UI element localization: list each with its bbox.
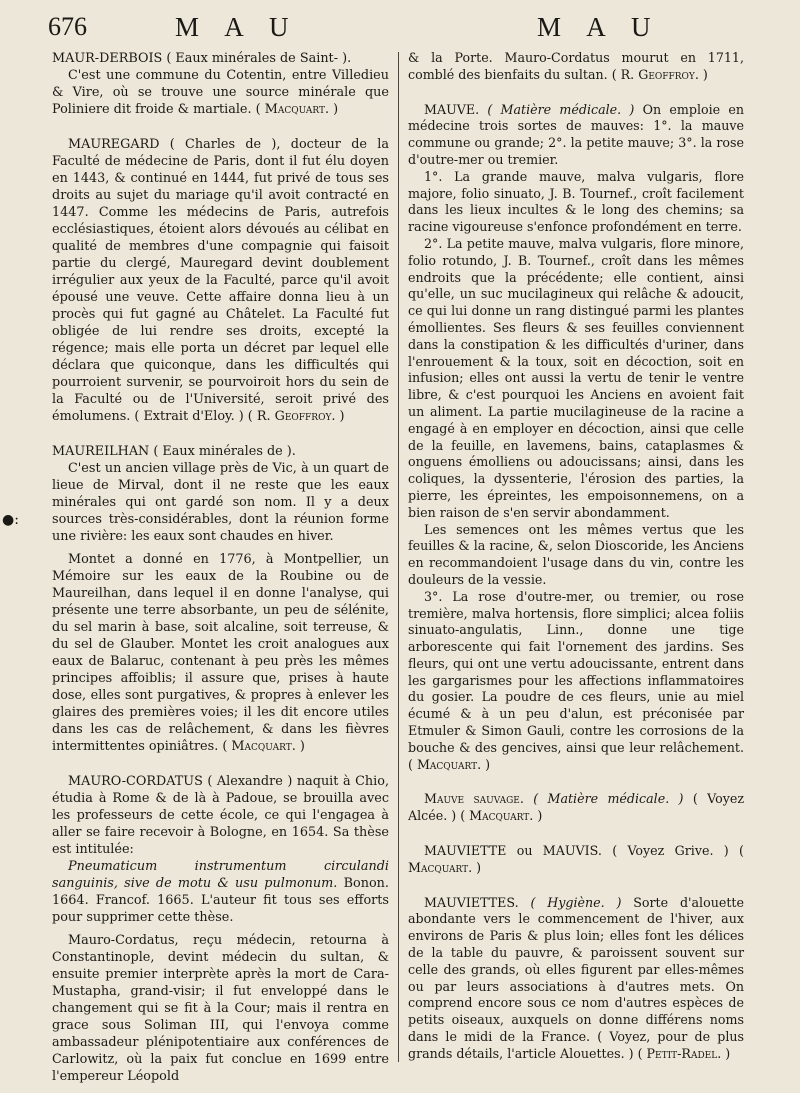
- entry-heading-note: ( Matière médicale. ): [533, 791, 684, 807]
- cross-reference: ( Voyez Grive. ): [612, 843, 729, 859]
- entry-text: Pneumaticum instrumentum circulandi sanguinis, sive de motu & usu pulmonum. Bonon. 1664. Francof. 1665. L'auteur fit tous ses efforts pour supprimer cette thèse.: [52, 859, 389, 925]
- margin-mark: ●:: [2, 512, 19, 528]
- entry-heading: MAUREILHAN ( Eaux minérales de ).: [52, 444, 296, 459]
- entry-mauregard: [52, 136, 389, 425]
- right-column: [408, 50, 744, 1063]
- entry-signature: ( Macquart. ): [408, 843, 744, 875]
- entry-text: C'est une commune du Cotentin, entre Villedieu & Vire, où se trouve une source minérale que Poliniere dit froide & martiale. ( Macquart. ): [52, 68, 389, 117]
- entry-text: C'est un ancien village près de Vic, à un quart de lieue de Mirval, dont il ne reste que les eaux minérales qui ont gardé son nom. Il y a deux sources très-considérables, dont la réunion forme une rivière: les eaux sont chaudes en hiver.: [52, 461, 389, 544]
- entry-heading: MAURO-CORDATUS ( Alexandre ): [68, 774, 293, 789]
- entry-text: MAUREGARD ( Charles de ), docteur de la Faculté de médecine de Paris, dont il fut élu doyen en 1443, & continué en 1444, fut privé de tous ses droits au sujet du mariage qu'il avoit contracté en 1447. Comme les médecins de Paris, autrefois ecclésiastiques, étoient alors dévoués au célibat en qualité de membres d'une compagnie qui faisoit partie du clergé, Mauregard devint doublement irrégulier aux yeux de la Faculté, parce qu'il avoit épousé une veuve. Cette affaire donna lieu à un procès qui fut gagné au Châtelet. La Faculté fut obligée de lui rendre ses droits, excepté la régence; mais elle porta un décret par lequel elle déclara que quiconque, dans les difficultés qui pourroient survenir, se pourvoiroit hors du sein de la Faculté ou de l'Université, seroit privé des émolumens. ( Extrait d'Eloy. ) ( R. Geoffroy. ): [52, 137, 389, 424]
- entry-text: Les semences ont les mêmes vertus que les feuilles & la racine, &, selon Dioscoride, les Anciens en recommandoient l'usage dans du vin, contre les douleurs de la vessie.: [408, 521, 744, 587]
- entry-maureilhan: [52, 443, 389, 755]
- entry-mauve: [408, 102, 744, 774]
- entry-text: MAUVE. ( Matière médicale. ) On emploie en médecine trois sortes de mauves: 1°. la mauve commune ou grande; 2°. la petite mauve; 3°. la rose d'outre-mer ou tremier.: [408, 101, 744, 167]
- entry-heading-note: ( Hygiène. ): [530, 894, 622, 910]
- entry-text: & la Porte. Mauro-Cordatus mourut en 1711, comblé des bienfaits du sultan. ( R. Geoffroy. ): [408, 50, 744, 82]
- entry-text: [52, 443, 389, 460]
- entry-mauviette: [408, 843, 744, 877]
- entry-mauviettes: [408, 895, 744, 1063]
- cross-reference: ( Voyez Alcée. ): [408, 791, 744, 824]
- entry-heading: MAUVIETTE ou MAUVIS.: [424, 843, 602, 859]
- entry-signature: ( Petit-Radel. ): [637, 1045, 731, 1061]
- entry-maur-derbois: [52, 50, 389, 118]
- entry-heading-note: ( Matière médicale. ): [487, 101, 635, 117]
- entry-text: [52, 50, 389, 67]
- running-head-left: M A U: [175, 12, 299, 42]
- entry-text: MAUVIETTES. ( Hygiène. ) Sorte d'alouette abondante vers le commencement de l'hiver, aux environs de Paris & plus loin; elles font les délices de la table du pauvre, & paroissent souvent sur celle des grands, où elles figurent par elles-mêmes ou par leurs associations à d'autres mets. On comprend encore sous ce nom d'autres espèces de petits oiseaux, auxquels on donne différens noms dans le midi de la France. ( Voyez, pour de plus grands détails, l'article Alouettes. ) ( Petit-Radel. ): [408, 894, 744, 1061]
- thesis-title: Pneumaticum instrumentum circulandi sanguinis, sive de motu & usu pulmonum.: [52, 859, 389, 891]
- entry-text: 2°. La petite mauve, malva vulgaris, flore minore, folio rotundo, J. B. Tournef., croît dans les mêmes endroits que la précédente; elle contient, ainsi qu'elle, un suc mucilagineux qui relâche & adoucit, ce qui lui donne un rang distingué parmi les plantes émollientes. Ses fleurs & ses feuilles conviennent dans la constipation & les difficultés d'uriner, dans l'enrouement & la toux, soit en décoction, soit en infusion; elles ont aussi la vertu de tenir le ventre libre, & c'est pourquoi les Anciens en avoient fait un aliment. La partie mucilagineuse de la racine a engagé à en employer en décoction, ainsi que celle de la feuille, en lavemens, bains, cataplasmes & onguens émolliens ou adoucissans; ainsi, dans les coliques, la dyssenterie, l'érosion des parties, la pierre, les épreintes, les empoisonnemens, on a bien raison de s'en servir abondamment.: [408, 235, 744, 520]
- entry-text: 3°. La rose d'outre-mer, ou tremier, ou rose tremière, malva hortensis, flore simplici; alcea foliis sinuato-angulatis, Linn., donne une tige arborescente qui fait l'ornement des jardins. Ses fleurs, qui ont une vertu adoucissante, entrent dans les gargarismes pour les affections inflammatoires du gosier. La poudre de ces fleurs, unie au miel écumé & à un peu d'alun, est préconisée par Etmuler & Simon Gauli, contre les corrosions de la bouche & des gencives, ainsi que leur relâchement. ( Macquart. ): [408, 588, 744, 772]
- entry-text: [408, 843, 744, 877]
- entry-signature: ( R. Geoffroy. ): [611, 66, 708, 82]
- entry-text: Montet a donné en 1776, à Montpellier, un Mémoire sur les eaux de la Roubine ou de Maureilhan, dans lequel il en donne l'analyse, qui présente une terre absorbante, un peu de sélénite, du sel marin à base, soit alcaline, soit terreuse, & du sel de Glauber. Montet les croit analogues aux eaux de Balaruc, contenant à peu près les mêmes principes affoiblis; il assure que, prises à haute dose, elles sont purgatives, & propres à enlever les glaires des premières voies; il les dit encore utiles dans les cas de relâchement, & dans les fièvres intermittentes opiniâtres. ( Macquart. ): [52, 552, 389, 754]
- entry-mauro-cordatus: [52, 773, 389, 1085]
- entry-signature: ( Macquart. ): [408, 756, 491, 772]
- entry-mauve-sauvage: [408, 791, 744, 825]
- entry-text: [408, 791, 744, 825]
- entry-signature: ( Macquart. ): [460, 808, 543, 824]
- entry-signature: ( Macquart. ): [255, 102, 339, 117]
- entry-heading: MAUR-DERBOIS ( Eaux minérales de Saint- ).: [52, 51, 352, 66]
- entry-heading: MAUVIETTES.: [424, 894, 519, 910]
- running-head-right: M A U: [537, 12, 661, 42]
- entry-text: 1°. La grande mauve, malva vulgaris, flore majore, folio sinuato, J. B. Tournef., croît facilement dans les lieux incultes & le long des chemins; sa racine vigoureuse s'enfonce profondément en terre.: [408, 168, 744, 235]
- column-divider: [398, 52, 399, 1062]
- entry-heading: MAUREGARD ( Charles de ),: [68, 137, 281, 152]
- entry-text: MAURO-CORDATUS ( Alexandre ) naquit à Chio, étudia à Rome & de là à Padoue, se brouilla avec les professeurs de cette école, ce qui l'engagea à aller se faire recevoir à Bologne, en 1654. Sa thèse est intitulée:: [52, 774, 390, 857]
- entry-signature: ( Macquart. ): [222, 739, 305, 754]
- entry-heading: MAUVE.: [424, 101, 480, 117]
- entry-heading: Mauve sauvage.: [424, 791, 524, 807]
- page-header: [0, 12, 800, 48]
- page-number: 676: [48, 12, 87, 41]
- entry-signature: ( R. Geoffroy. ): [247, 409, 345, 424]
- entry-text: Mauro-Cordatus, reçu médecin, retourna à Constantinople, devint médecin du sultan, & ensuite premier interprète après la mort de Cara-Mustapha, grand-visir; il fut enveloppé dans le changement qui se fit à la Cour; mais il rentra en grace sous Soliman III, qui l'envoya comme ambassadeur plénipotentiaire aux conférences de Carlowitz, où la paix fut conclue en 1699 entre l'empereur Léopold: [52, 933, 389, 1084]
- left-column: [52, 50, 389, 1085]
- entry-mauro-cordatus-continued: [408, 50, 744, 84]
